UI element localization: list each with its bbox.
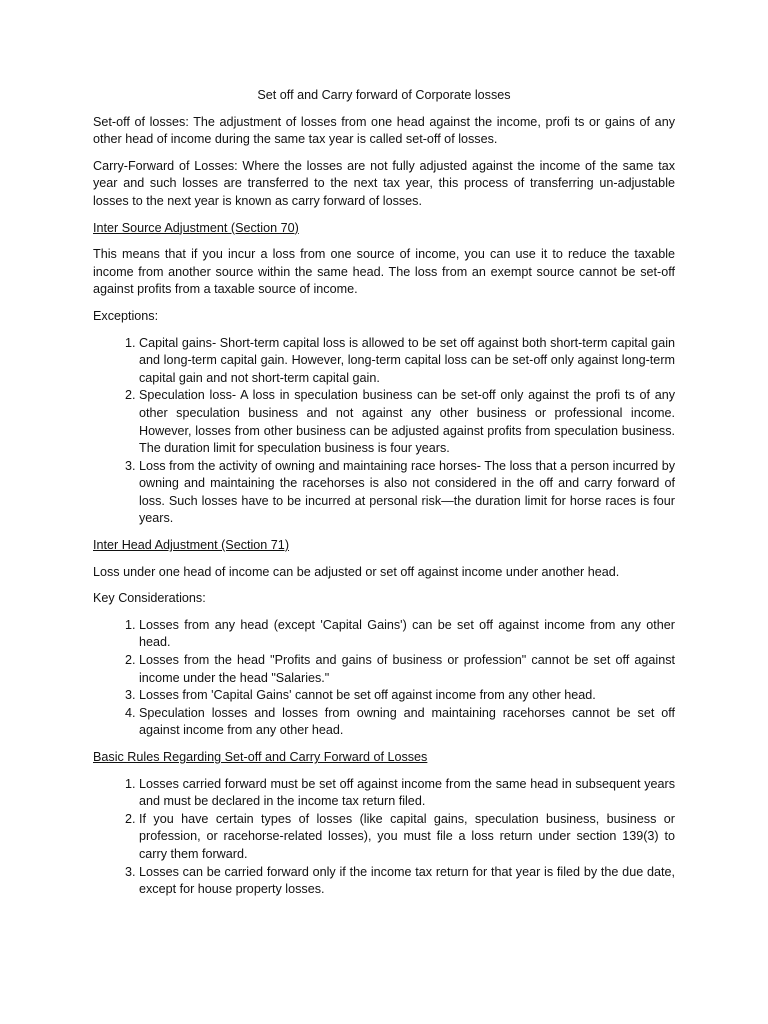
list-item: 1. Losses carried forward must be set off against income from the same head in subsequent years and must be declared in the income tax return filed. [139, 776, 675, 811]
key-considerations-label: Key Considerations: [93, 591, 206, 606]
list-item: 3. Losses from 'Capital Gains' cannot be set off against income from any other head. [139, 687, 675, 705]
inter-source-heading: Inter Source Adjustment (Section 70) [93, 220, 299, 235]
inter-head-heading: Inter Head Adjustment (Section 71) [93, 538, 290, 553]
inter-head-description: Loss under one head of income can be adjusted or set off against income under another head. [93, 564, 620, 579]
list-item: 3. Loss from the activity of owning and maintaining race horses- The loss that a person incurred by owning and maintaining the racehorses is also not considered in the off and carry forward of loss. Such losses have to be incurred at personal risk—the duration limit for horse races is four years. [139, 458, 675, 528]
list-item: 2. Losses from the head "Profits and gains of business or profession" cannot be set off against income under the head "Salaries." [139, 652, 675, 687]
setoff-definition-paragraph: Set-off of losses: The adjustment of losses from one head against the income, profi ts or gains of any other head of income during the same tax year is called set-off of losses. [93, 114, 675, 147]
key-considerations-list [93, 617, 675, 740]
exceptions-label: Exceptions: [93, 308, 159, 323]
list-item: 3. Losses can be carried forward only if the income tax return for that year is filed by the due date, except for house property losses. [139, 864, 675, 899]
basic-rules-list [93, 776, 675, 899]
list-item: 2. If you have certain types of losses (like capital gains, speculation business, business or profession, or racehorse-related losses), you must file a loss return under section 139(3) to carry them forward. [139, 811, 675, 864]
list-item: 2. Speculation loss- A loss in speculation business can be set-off only against the profi ts of any other speculation business and not against any other business or professional income. However, losses from other business can be adjusted against profits from speculation business. The duration limit for speculation business is four years. [139, 387, 675, 457]
inter-source-description: This means that if you incur a loss from one source of income, you can use it to reduce the taxable income from another source within the same head. The loss from an exempt source cannot be set-off against profits from a taxable source of income. [93, 247, 675, 297]
document-title: Set off and Carry forward of Corporate losses [257, 88, 511, 102]
list-item: 4. Speculation losses and losses from owning and maintaining racehorses cannot be set off against income from any other head. [139, 705, 675, 740]
list-item: 1. Capital gains- Short-term capital loss is allowed to be set off against both short-term capital gain and long-term capital gain. However, long-term capital loss can be set-off only against long-term capital gain and not short-term capital gain. [139, 335, 675, 388]
list-item: 1. Losses from any head (except 'Capital Gains') can be set off against income from any other head. [139, 617, 675, 652]
carry-forward-definition-paragraph: Carry-Forward of Losses: Where the losses are not fully adjusted against the income of the same tax year and such losses are transferred to the next tax year, this process of transferring un-adjustable losses to the next year is known as carry forward of losses. [93, 158, 675, 208]
exceptions-list [93, 335, 675, 529]
document-page [93, 87, 675, 908]
basic-rules-heading: Basic Rules Regarding Set-off and Carry Forward of Losses [93, 750, 428, 764]
